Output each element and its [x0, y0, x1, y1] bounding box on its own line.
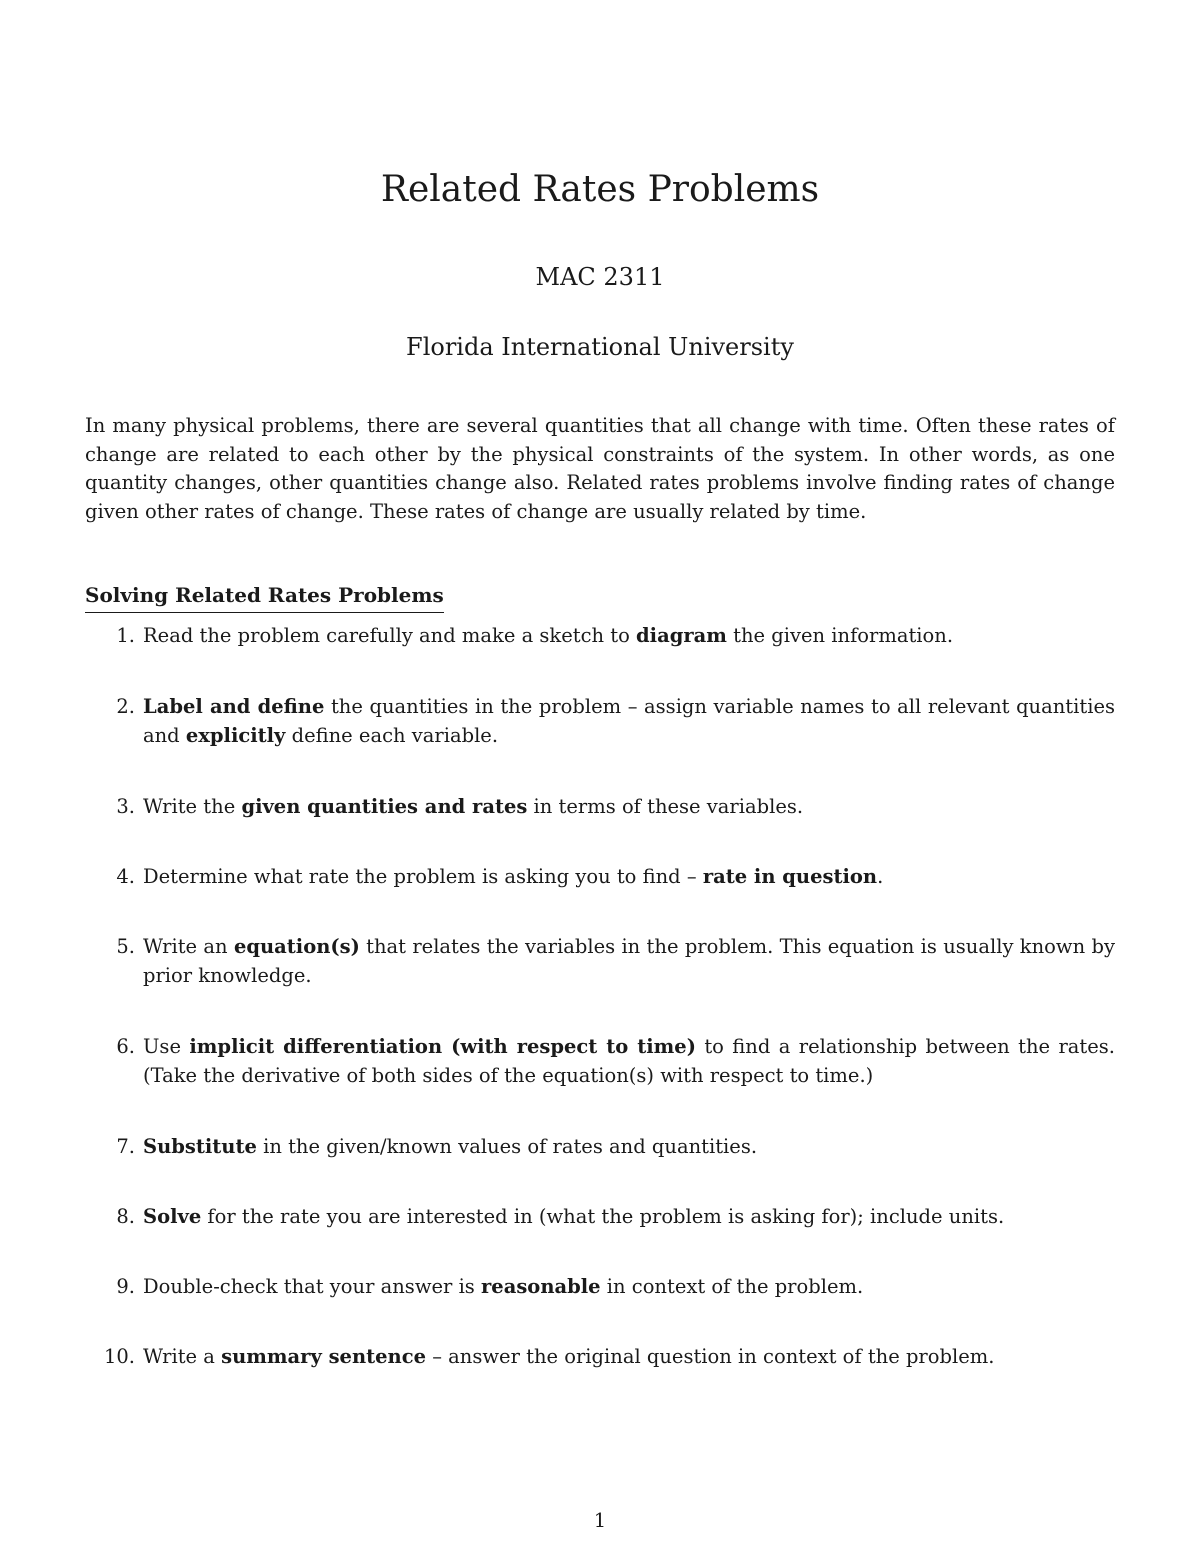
step-text-part: Read the problem carefully and make a sketch to: [143, 624, 637, 647]
step-text-emphasis: Solve: [143, 1205, 202, 1228]
step-text-part: for the rate you are interested in (what the problem is asking for); include units.: [201, 1205, 1005, 1228]
step-text-emphasis: rate in question: [702, 865, 878, 888]
step-text: [143, 1033, 1115, 1090]
step-text-part: Use: [143, 1035, 190, 1058]
step-text-part: the quantities in the problem – assign variable names to all relevant quantities and: [143, 695, 1115, 747]
step-text-emphasis: given quantities and rates: [241, 795, 528, 818]
step-text-emphasis: summary sentence: [221, 1345, 427, 1368]
step-text-part: Write an: [143, 935, 234, 958]
step-text-emphasis: explicitly: [185, 723, 286, 747]
step-text-part: to find a relationship between the rates. (Take the derivative of both sides of the equation(s) with respect to time.): [143, 1035, 1115, 1087]
step-text: [143, 863, 1115, 892]
step-text-part: – answer the original question in context of the problem.: [426, 1345, 995, 1368]
step-number: 10.: [103, 1345, 135, 1368]
step-text-part: Write a: [143, 1345, 222, 1368]
step-text: [143, 1273, 1115, 1302]
step-number: 1.: [116, 624, 135, 647]
step-text: [143, 1343, 1115, 1372]
step-text-part: Write the: [143, 795, 242, 818]
step-text-part: Double-check that your answer is: [143, 1275, 482, 1298]
step-text-part: Determine what rate the problem is asking you to find –: [143, 865, 703, 888]
step-text-part: in context of the problem.: [600, 1275, 864, 1298]
step-number: 2.: [116, 695, 135, 718]
step-text-emphasis: diagram: [636, 624, 727, 647]
step-text-part: .: [877, 865, 884, 888]
step-text: [143, 1203, 1115, 1232]
step-text-part: in terms of these variables.: [527, 795, 804, 818]
step-number: 5.: [116, 935, 135, 958]
step-text-part: define each variable.: [285, 723, 499, 747]
step-text: [143, 933, 1115, 990]
step-text-part: in the given/known values of rates and quantities.: [256, 1135, 758, 1158]
intro-paragraph: In many physical problems, there are several quantities that all change with time. Often these rates of change are related to each other by the physical constraints of the system. In other words, as one quantity changes, other quantities change also. Related rates problems involve finding rates of change given other rates of change. These rates of change are usually related by time.: [85, 414, 1115, 523]
step-number: 6.: [116, 1035, 135, 1058]
step-text-part: that relates the variables in the problem. This equation is usually known by prior knowledge.: [143, 935, 1115, 987]
step-text: [143, 622, 1115, 651]
step-text: [143, 693, 1115, 750]
step-text: [143, 793, 1115, 822]
institution-name: Florida International University: [406, 333, 794, 361]
page-title: Related Rates Problems: [380, 169, 820, 210]
page-number: 1: [593, 1509, 607, 1532]
step-text-emphasis: Substitute: [143, 1135, 257, 1158]
step-text-emphasis: reasonable: [481, 1275, 601, 1298]
step-number: 3.: [116, 795, 135, 818]
step-text: [143, 1133, 1115, 1162]
step-text-emphasis: implicit differentiation (with respect to time): [189, 1035, 696, 1058]
step-number: 4.: [116, 865, 135, 888]
step-text-emphasis: Label and define: [143, 695, 325, 718]
course-code: MAC 2311: [535, 263, 665, 291]
step-number: 7.: [116, 1135, 135, 1158]
step-number: 8.: [116, 1205, 135, 1228]
step-number: 9.: [116, 1275, 135, 1298]
section-heading: Solving Related Rates Problems: [85, 580, 444, 613]
step-text-part: the given information.: [726, 624, 954, 647]
step-text-emphasis: equation(s): [233, 935, 360, 958]
